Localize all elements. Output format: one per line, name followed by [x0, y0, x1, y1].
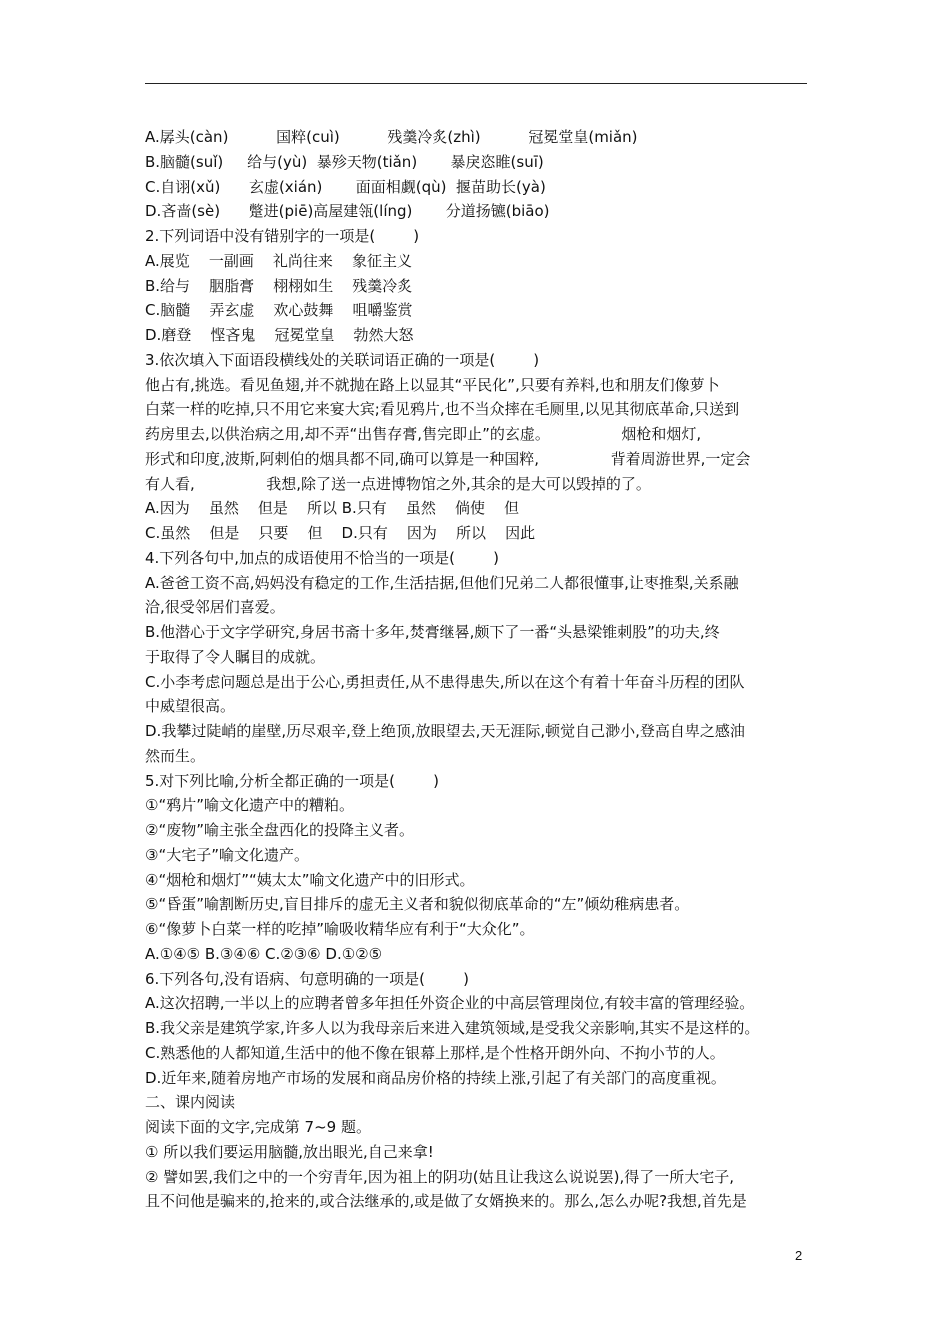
- text-line: 且不问他是骗来的,抢来的,或合法继承的,或是做了女婿换来的。那么,怎么办呢?我想,首先是: [145, 1192, 747, 1211]
- text-line: C.熟悉他的人都知道,生活中的他不像在银幕上那样,是个性格开朗外向、不拘小节的人。: [145, 1043, 725, 1062]
- text-line: 阅读下面的文字,完成第 7~9 题。: [145, 1118, 371, 1136]
- text-line: B.给与 胭脂膏 栩栩如生 残羹冷炙: [145, 276, 413, 295]
- text-line: ②“废物”喻主张全盘西化的投降主义者。: [145, 821, 414, 839]
- question-6-stem: 6.下列各句,没有语病、句意明确的一项是( ): [145, 969, 469, 988]
- text-line: C.脑髓 弄玄虚 欢心鼓舞 咀嚼鉴赏: [145, 301, 413, 320]
- text-line: B.我父亲是建筑学家,许多人以为我母亲后来进入建筑领域,是受我父亲影响,其实不是这样的。: [145, 1019, 760, 1037]
- text-line: ② 譬如罢,我们之中的一个穷青年,因为祖上的阴功(姑且让我这么说说罢),得了一所大宅子,: [145, 1167, 734, 1186]
- text-line: 形式和印度,波斯,阿剌伯的烟具都不同,确可以算是一种国粹, 背着周游世界,一定会: [145, 449, 751, 468]
- text-line: C.虽然 但是 只要 但 D.只有 因为 所以 因此: [145, 524, 536, 542]
- text-line: D.我攀过陡峭的崖壁,历尽艰辛,登上绝顶,放眼望去,天无涯际,顿觉自己渺小,登高自卑之感油: [145, 722, 745, 740]
- page-number: 2: [795, 1248, 803, 1263]
- text-line: C.自诩(xǔ) 玄虚(xián) 面面相觑(qù) 揠苗助长(yà): [145, 177, 546, 196]
- text-line: D.吝啬(sè) 蹩进(piē)高屋建瓴(líng) 分道扬镳(biāo): [145, 202, 550, 221]
- question-2-stem: 2.下列词语中没有错别字的一项是( ): [145, 227, 420, 245]
- text-line: ③“大宅子”喻文化遗产。: [145, 845, 309, 864]
- text-line: B.脑髓(suǐ) 给与(yù) 暴殄天物(tiǎn) 暴戾恣睢(suī): [145, 152, 544, 171]
- text-line: D.磨登 悭吝鬼 冠冕堂皇 勃然大怒: [145, 326, 414, 344]
- text-line: A.①④⑤ B.③④⑥ C.②③⑥ D.①②⑤: [145, 944, 383, 963]
- text-line: ④“烟枪和烟灯”“姨太太”喻文化遗产中的旧形式。: [145, 870, 475, 889]
- text-line: A.孱头(càn) 国粹(cuì) 残羹冷炙(zhì) 冠冕堂皇(miǎn): [145, 128, 638, 146]
- question-5-stem: 5.对下列比喻,分析全都正确的一项是( ): [145, 771, 439, 790]
- text-line: 有人看, 我想,除了送一点进博物馆之外,其余的是大可以毁掉的了。: [145, 474, 651, 493]
- text-line: B.他潜心于文字学研究,身居书斋十多年,焚膏继晷,颇下了一番“头悬梁锥刺股”的功夫,终: [145, 623, 720, 641]
- text-line: ①“鸦片”喻文化遗产中的糟粕。: [145, 796, 354, 815]
- text-line: A.爸爸工资不高,妈妈没有稳定的工作,生活拮据,但他们兄弟二人都很懂事,让枣推梨,关系融: [145, 573, 739, 592]
- section-heading: 二、课内阅读: [145, 1093, 236, 1112]
- text-line: 白菜一样的吃掉,只不用它来宴大宾;看见鸦片,也不当众摔在毛厕里,以见其彻底革命,只送到: [145, 400, 740, 419]
- text-line: ⑥“像萝卜白菜一样的吃掉”喻吸收精华应有利于“大众化”。: [145, 920, 535, 938]
- question-3-stem: 3.依次填入下面语段横线处的关联词语正确的一项是( ): [145, 350, 540, 369]
- text-line: 然而生。: [145, 746, 206, 765]
- header-rule: [145, 83, 807, 84]
- text-line: 中威望很高。: [145, 697, 236, 716]
- text-line: C.小李考虑问题总是出于公心,勇担责任,从不患得患失,所以在这个有着十年奋斗历程的团队: [145, 672, 745, 691]
- document-body: [145, 125, 815, 1214]
- text-line: A.因为 虽然 但是 所以 B.只有 虽然 倘使 但: [145, 499, 520, 518]
- text-line: ⑤“昏蛋”喻割断历史,盲目排斥的虚无主义者和貌似彻底革命的“左”倾幼稚病患者。: [145, 895, 690, 914]
- text-line: ① 所以我们要运用脑髓,放出眼光,自己来拿!: [145, 1142, 434, 1161]
- text-line: A.展览 一副画 礼尚往来 象征主义: [145, 251, 412, 270]
- question-4-stem: 4.下列各句中,加点的成语使用不恰当的一项是( ): [145, 548, 499, 567]
- text-line: 于取得了令人瞩目的成就。: [145, 647, 326, 666]
- text-line: 他占有,挑选。看见鱼翅,并不就抛在路上以显其“平民化”,只要有养料,也和朋友们像萝卜: [145, 375, 720, 394]
- text-line: 洽,很受邻居们喜爱。: [145, 598, 285, 617]
- text-line: 药房里去,以供治病之用,却不弄“出售存膏,售完即止”的玄虚。 烟枪和烟灯,: [145, 425, 702, 443]
- text-line: A.这次招聘,一半以上的应聘者曾多年担任外资企业的中高层管理岗位,有较丰富的管理经验。: [145, 994, 755, 1013]
- text-line: D.近年来,随着房地产市场的发展和商品房价格的持续上涨,引起了有关部门的高度重视。: [145, 1068, 726, 1087]
